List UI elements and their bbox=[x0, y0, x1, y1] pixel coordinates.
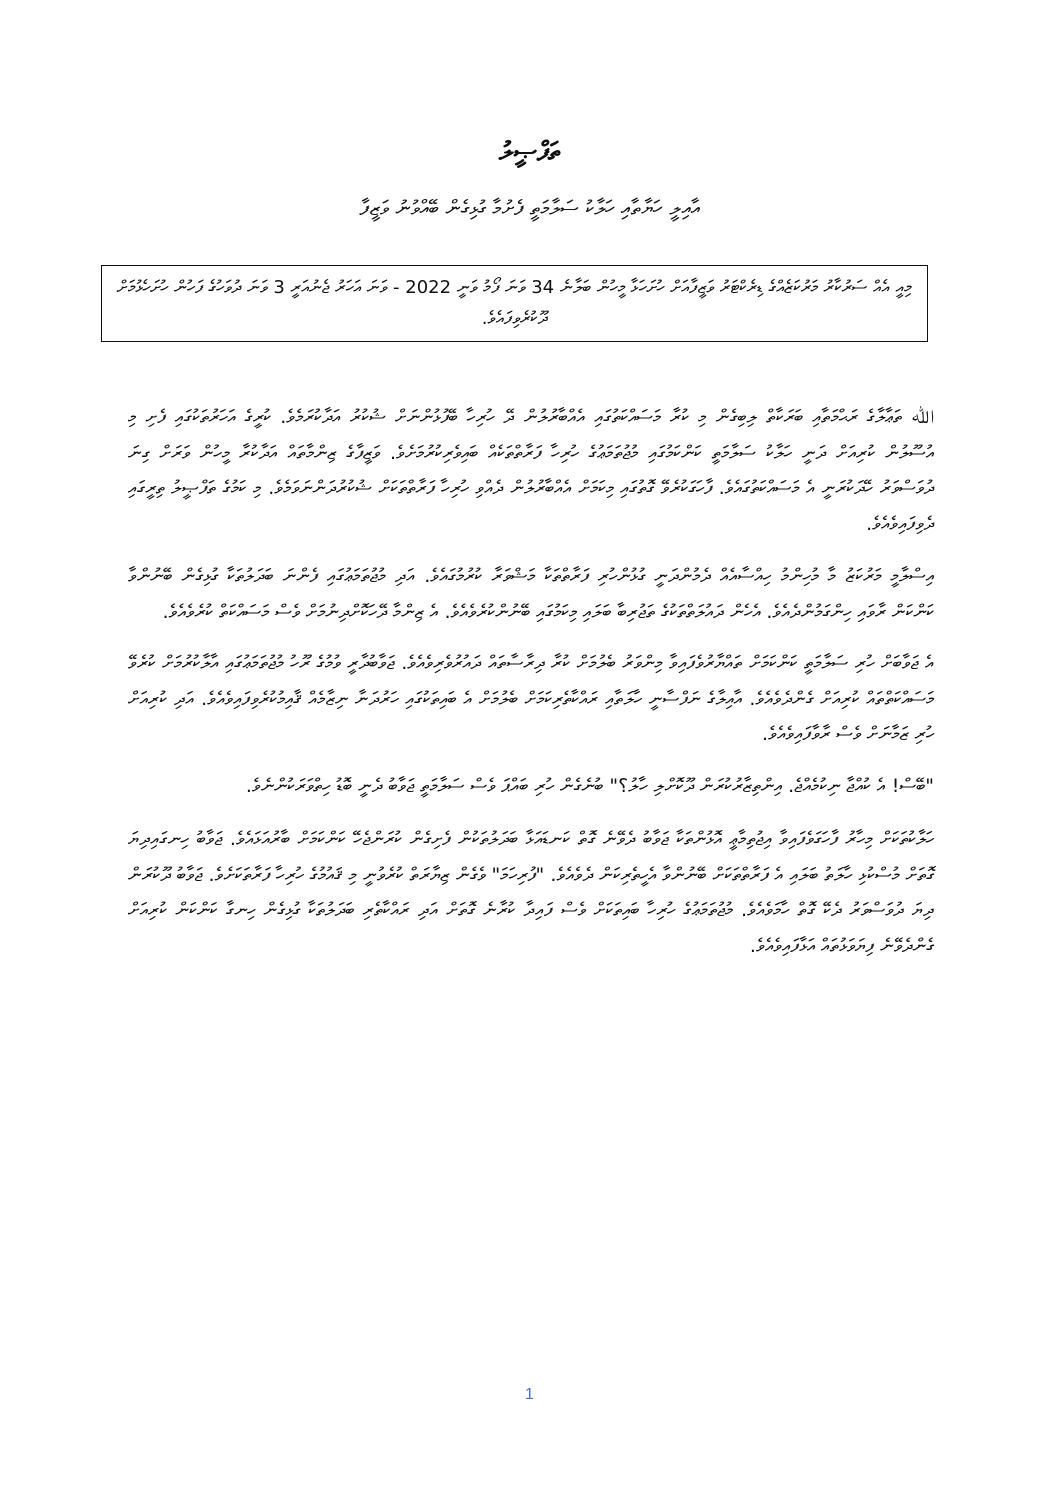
summary-box bbox=[101, 265, 928, 342]
paragraph-5: ހަލާކުތަކަށް މިހާރު ފާހަގަވެފައިވާ އިޖުތިމާޢީ އޮޅުންތަކާ ޖަވާބު ދެވޭނެ ގޮތް ކަނޑައަޅާ ބަދަލުތަކުން ފެށިގެން ކުރަންޖެހޭ ކަންކަމަށް ބާރުއަޅައެވެ. ޖަވާބު ހިނގައިދިޔަ ގޮތަށް މުސްކުޅި ހާލަތު ބަލައި އެ ފަރާތްތަކަށް ބޭނުންވާ އެހީތެރިކަން ދެވެއެވެ. "ފުރިހަމަ" ވެގެން ޒިޔާރަތް ކުރެވުނީ މި ޤައުމުގެ ހުރިހާ ފަރާތަކަށެވެ. ޖަވާބު ދޫކުރަން ދިޔަ ދުވަސްވަރު ދެކޭ ގޮތް ހާމަވެއެވެ. މުޖުތަމަޢުގެ ހުރިހާ ބައިތަކަށް ވެސް ފައިދާ ކުރާނެ ގޮތަށް އަދި ރައްކާތެރި ބަދަލުތަކާ ގުޅިގެން ހިނގާ ކަންކަން ކުރިއަށް ގެންދެވޭނެ ފިޔަވަޅުތައް އަޅާފައިވެއެވެ. bbox=[128, 828, 934, 957]
paragraph-1: ﷲ ތަޢާލާގެ ރަޙްމަތާއި ބަރަކާތް ލިބިގެން މި ކުރާ މަސައްކަތުގައި އެއްބާރުލުން ދޭ ހުރިހާ ބޭފުޅުންނަށް ޝުކުރު އަދާކުރަމެވެ. ކުރީގެ އަހަރުތަކުގައި ފެށި މި އުސޫލުން ކުރިއަށް ދަނީ ހަލާކު ސަލާމަތީ ކަންކަމުގައި މުޖުތަމަޢުގެ ހުރިހާ ފަރާތްތަކެއް ބައިވެރިކުރުމަށެވެ. ވަޒީފާގެ ޒިންމާތައް އަދާކުރާ މީހުން ވަރަށް ގިނަ ދުވަސްވަރު ހޭދަކުރަނީ އެ މަސައްކަތުގައެވެ. ފާހަގަކުރެވޭ ގޮތުގައި މިކަމަށް އެއްބާރުލުން ދެއްވި ހުރިހާ ފަރާތްތަކަށް ޝުކުރުދަންނަވަމެވެ. މި ކަމުގެ ތަފްޞީލު ތިރީގައި ދެވިފައިވެއެވެ. bbox=[128, 406, 934, 535]
page-number: 1 bbox=[525, 1386, 534, 1403]
document-title: ތަފްޞީލު bbox=[498, 137, 561, 167]
paragraph-2: އިސްލާމީ މަރުކަޒު މާ މުހިންމު ހިއްސާއެއް ދެމުންދަނީ ގުޅުންހުރި ފަރާތްތަކާ މަޝްވަރާ ކުރުމުގައެވެ. އަދި މުޖުތަމަޢުގައި ފެންނަ ބަދަލުތަކާ ގުޅިގެން ބޭނުންވާ ކަންކަން ރާވައި ހިންގަމުންދެއެވެ. އެހެން ދައުލަތްތަކުގެ ތަޖުރިބާ ބަލައި މިކަމުގައި ބޭނުންކުރެވެއެވެ. އެ ޒިންމާ ދޭހަކޮށްދިނުމަށް ވެސް މަސައްކަތް ކުރެވެއެވެ. bbox=[128, 565, 934, 623]
document-subtitle: އާއިލީ ހަޔާތާއި ހަލާކު ސަލާމަތީ ފެށުމާ ގުޅިގެން ބޭއްވުނު ވަޒީފާ bbox=[359, 196, 701, 220]
paragraph-3: އެ ޖަވާބަށް ހުރި ސަލާމަތީ ކަންކަމަށް ތައްޔާރުވެފައިވާ މިންވަރު ބެލުމަށް ކުރާ ދިރާސާތައް ދައުރުވެރިވެއެވެ. ޖަވާބުދާރީ ވުމުގެ ރޫހު މުޖުތަމަޢުގައި އާލާކުރުމަށް ކުރެވޭ މަސައްކަތްތައް ކުރިއަށް ގެންދެވެއެވެ. އާއިލާގެ ނަފްސާނީ ހާލަތާއި ރައްކާތެރިކަމަށް ބެލުމަށް އެ ބައިތަކުގައި ހަރުދަނާ ނިޒާމެއް ޤާއިމުކުރެވިފައިވެއެވެ. އަދި ކުރިއަށް ހުރި ޒަމާނަށް ވެސް ރާވާފައިވެއެވެ. bbox=[128, 652, 934, 745]
document-body bbox=[128, 400, 934, 982]
paragraph-4: "ބޭސް! އެ ކުއްޖާ ނިކުމެއްޖެ. އިންތިޒާރުކުރަން ދޫކޮށްލި ހާލު؟" ބުނެގެން ހުރި ބައްޕަ ވެސް ސަލާމަތީ ޖަވާބު ދެނީ ބޮޑު ހިތްވަރަކުންނެވެ. bbox=[245, 774, 934, 797]
summary-box-text: މިއީ އެއް ސަރުކާރު މަރުކަޒެއްގެ ޑިރެކްޓަރު ވަޒީފާއަށް ހުށަހަޅާ މީހުން ބަލާނެ 34 ވަނަ ފޯމު ވަނީ 2022 - ވަނަ އަހަރު ޖެނުއަރީ 3 ވަނަ ދުވަހުގެ ފަހުން ހުށަހެޅުމަށް ދޫކުރެވިފައެވެ. bbox=[116, 277, 913, 329]
